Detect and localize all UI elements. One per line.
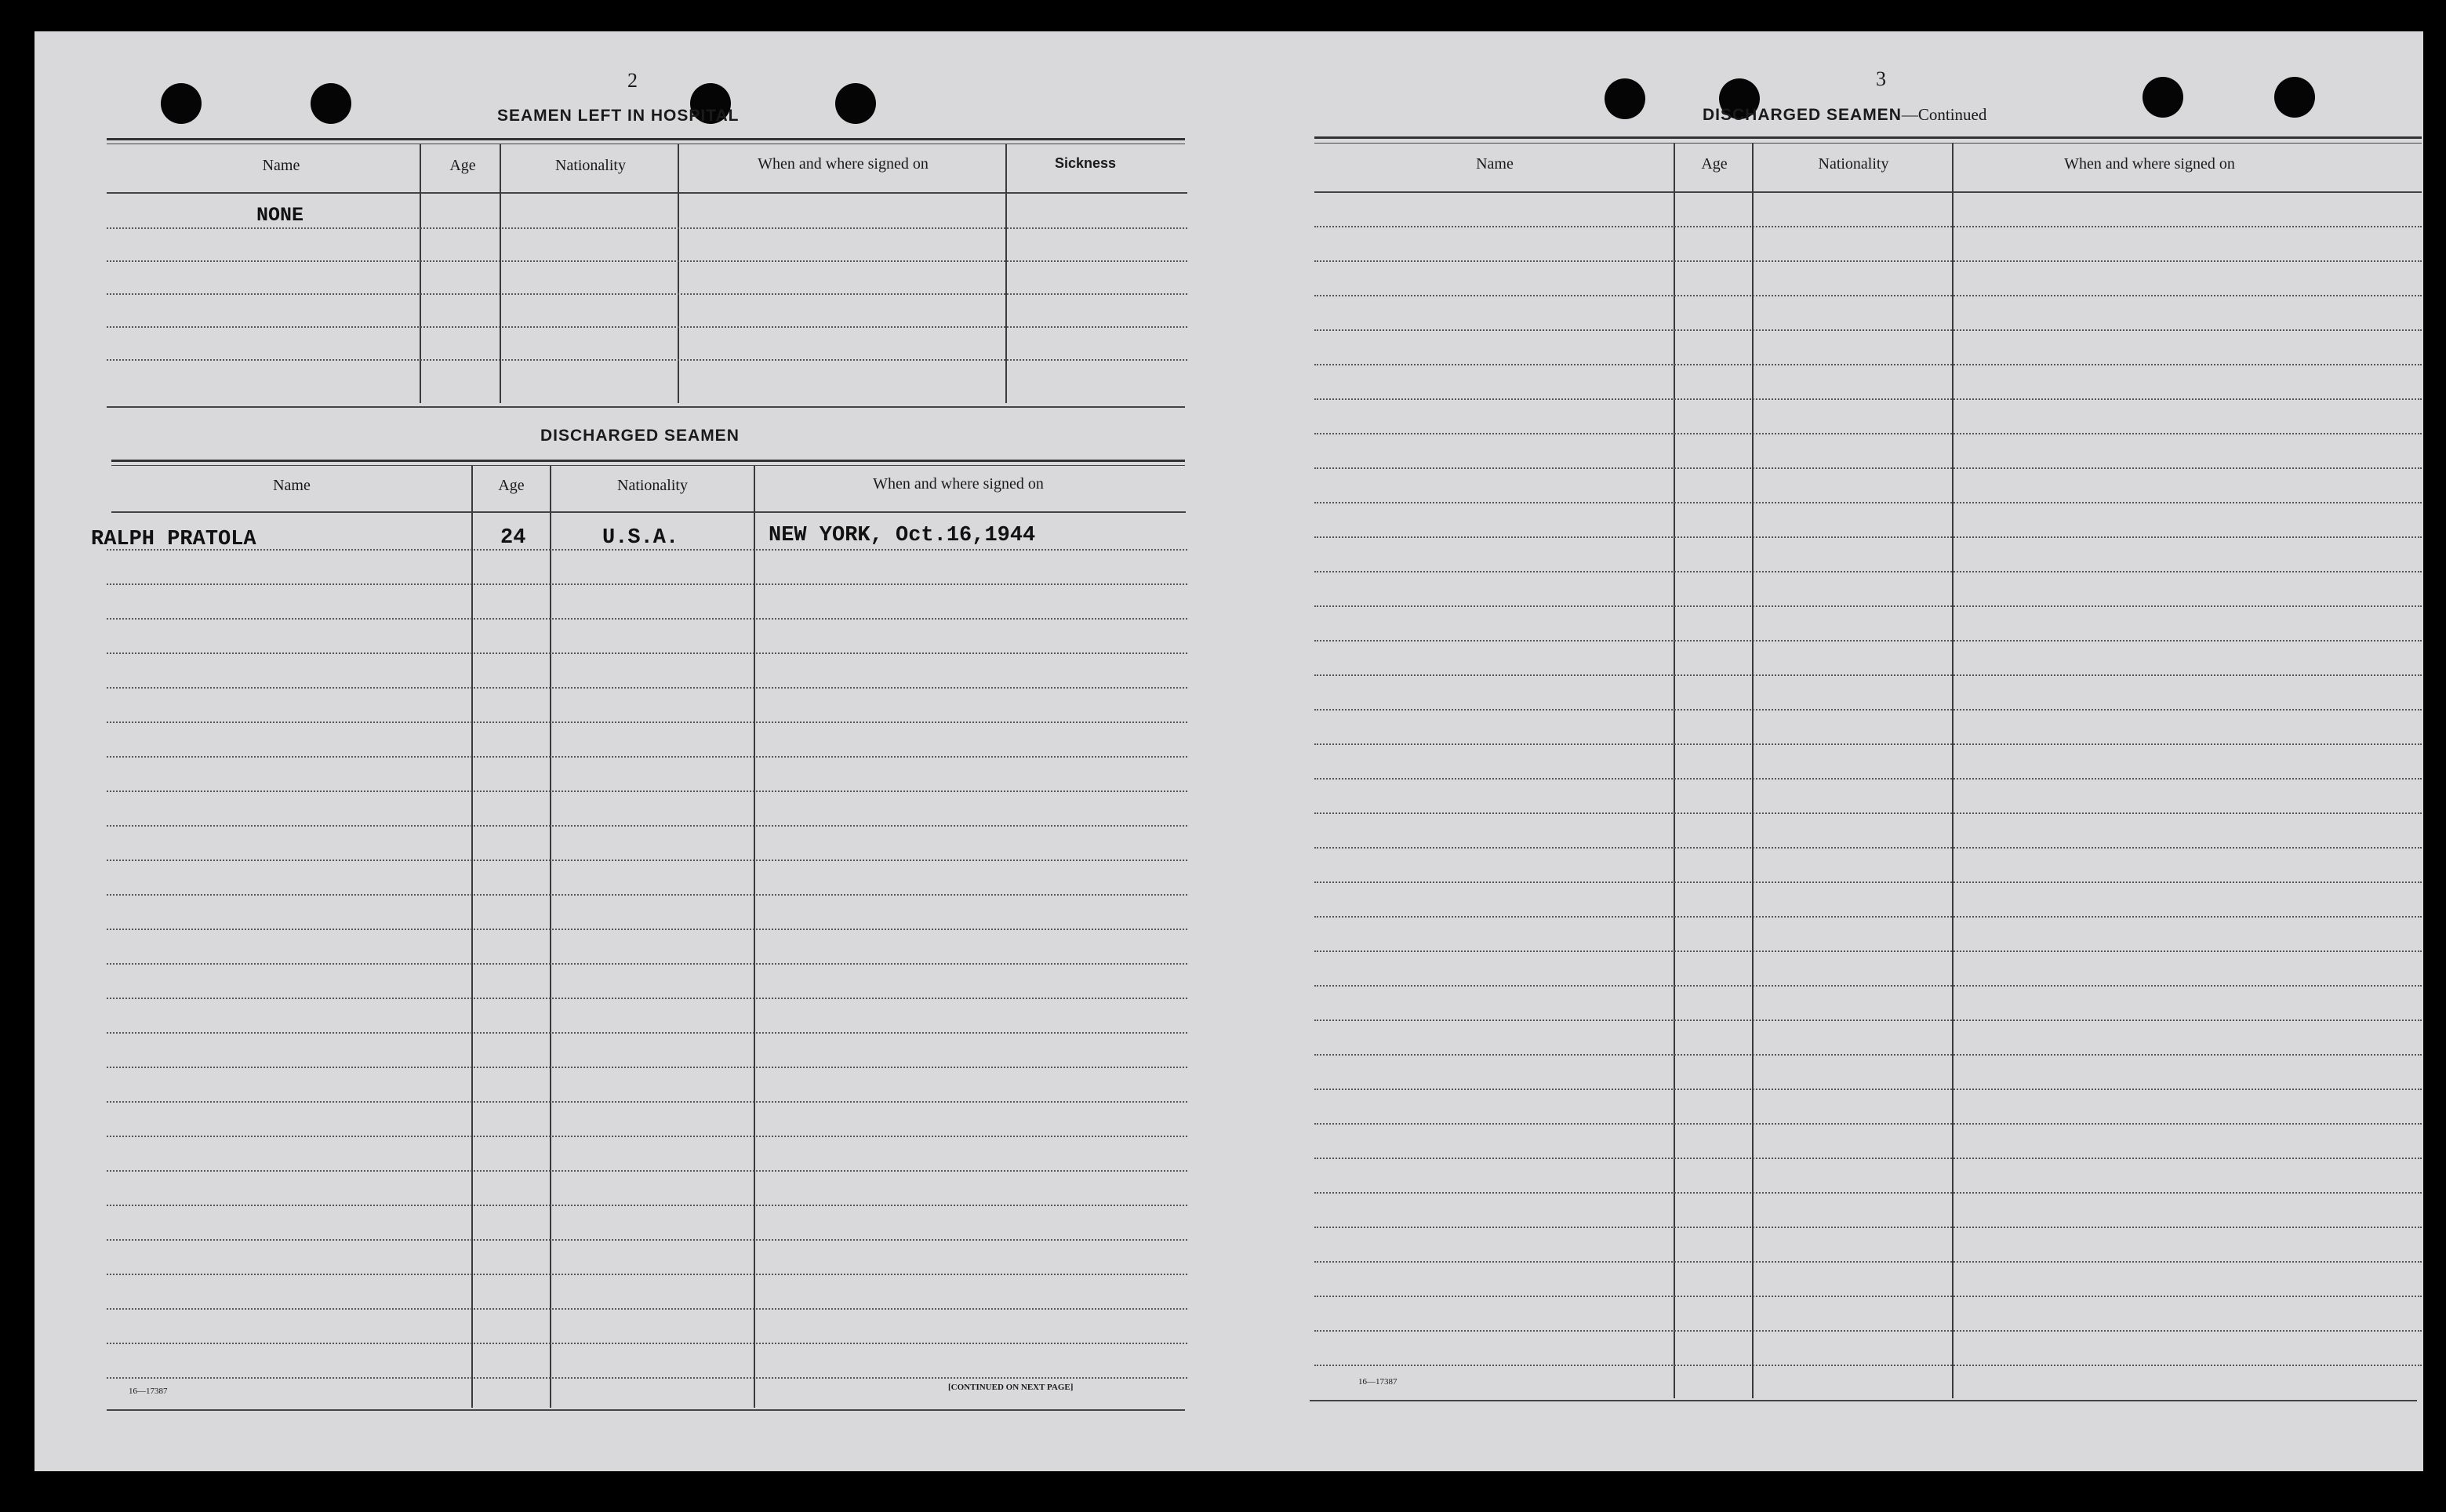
ruled-line: [107, 583, 1187, 585]
ruled-line: [107, 1205, 1187, 1206]
ruled-line: [107, 894, 1187, 896]
ruled-line: [1314, 329, 2422, 331]
binder-hole: [311, 83, 351, 124]
section-rule: [107, 406, 1185, 408]
column-divider: [500, 144, 501, 403]
section-title-hospital: SEAMEN LEFT IN HOSPITAL: [497, 107, 740, 125]
ruled-line: [1314, 433, 2422, 434]
entry-signed-on: NEW YORK, Oct.16,1944: [769, 524, 1036, 547]
column-divider: [754, 466, 755, 1408]
column-divider: [1674, 144, 1675, 1398]
header-rule: [111, 460, 1185, 462]
ruled-line: [1314, 1261, 2422, 1263]
ruled-line: [1314, 536, 2422, 538]
column-divider: [1752, 144, 1754, 1398]
column-header-sickness: Sickness: [1054, 155, 1117, 171]
ruled-line: [107, 860, 1187, 861]
binder-hole: [2274, 77, 2315, 118]
continued-note: [CONTINUED ON NEXT PAGE]: [948, 1383, 1074, 1392]
ruled-line: [1314, 1020, 2422, 1021]
column-divider: [1952, 144, 1954, 1398]
column-header-signed-on: When and where signed on: [758, 155, 929, 173]
entry-age: 24: [500, 526, 526, 550]
ruled-line: [107, 1308, 1187, 1310]
ruled-line: [107, 791, 1187, 792]
header-rule: [111, 465, 1185, 466]
ruled-line: [107, 293, 1187, 295]
column-header-nationality: Nationality: [1818, 155, 1889, 173]
entry-nationality: U.S.A.: [602, 526, 679, 550]
ruled-line: [1314, 812, 2422, 814]
page-number: 2: [627, 69, 638, 92]
ruled-line: [1314, 295, 2422, 296]
column-header-nationality: Nationality: [617, 477, 688, 494]
ruled-line: [107, 1274, 1187, 1275]
ruled-line: [1314, 1123, 2422, 1125]
ruled-line: [1314, 985, 2422, 987]
column-header-signed-on: When and where signed on: [873, 475, 1044, 492]
ruled-line: [107, 721, 1187, 723]
ruled-line: [1314, 1296, 2422, 1297]
ruled-line: [107, 1032, 1187, 1034]
ruled-line: [107, 756, 1187, 758]
ruled-line: [1314, 502, 2422, 503]
column-header-age: Age: [1701, 155, 1728, 173]
ruled-line: [1314, 467, 2422, 469]
ruled-line: [107, 227, 1187, 229]
column-header-name: Name: [273, 477, 311, 494]
ruled-line: [1314, 1365, 2422, 1366]
ruled-line: [1314, 950, 2422, 952]
column-divider: [550, 466, 551, 1408]
ruled-line: [1314, 1227, 2422, 1228]
ruled-line: [107, 359, 1187, 361]
header-underline: [111, 511, 1186, 513]
column-header-signed-on: When and where signed on: [2064, 155, 2235, 173]
binder-hole: [835, 83, 876, 124]
ruled-line: [107, 929, 1187, 930]
ruled-line: [1314, 1192, 2422, 1194]
ruled-line: [1314, 1158, 2422, 1159]
binder-hole: [161, 83, 202, 124]
ruled-line: [1314, 364, 2422, 365]
column-header-age: Age: [498, 477, 525, 494]
column-header-nationality: Nationality: [555, 157, 626, 174]
ruled-line: [107, 326, 1187, 328]
bottom-rule: [107, 1409, 1185, 1411]
ruled-line: [107, 652, 1187, 654]
ruled-line: [1314, 1330, 2422, 1332]
header-underline: [1314, 191, 2422, 193]
ruled-line: [107, 1136, 1187, 1137]
column-header-name: Name: [1476, 155, 1514, 173]
ruled-line: [107, 260, 1187, 262]
ruled-line: [107, 1239, 1187, 1241]
page-number: 3: [1876, 67, 1886, 90]
ruled-line: [107, 687, 1187, 689]
ruled-line: [1314, 571, 2422, 572]
ruled-line: [1314, 605, 2422, 607]
column-header-name: Name: [262, 157, 300, 174]
column-divider: [678, 144, 679, 403]
ruled-line: [107, 1377, 1187, 1379]
form-number: 16—17387: [1358, 1377, 1397, 1387]
ruled-line: [1314, 743, 2422, 745]
column-header-age: Age: [449, 157, 476, 174]
ruled-line: [1314, 916, 2422, 918]
title-text: DISCHARGED SEAMEN: [1703, 106, 1902, 124]
ruled-line: [1314, 398, 2422, 400]
ruled-line: [1314, 674, 2422, 676]
left-page: [35, 31, 1195, 1471]
ruled-line: [107, 1343, 1187, 1344]
ledger-sheet: [35, 31, 2423, 1471]
bottom-rule: [1310, 1400, 2417, 1401]
ruled-line: [107, 825, 1187, 827]
column-divider: [1005, 144, 1007, 403]
column-divider: [471, 466, 473, 1408]
ruled-line: [107, 963, 1187, 965]
right-page: [1234, 31, 2423, 1471]
title-suffix: —Continued: [1901, 105, 1987, 124]
header-underline: [107, 192, 1187, 194]
ruled-line: [107, 1067, 1187, 1068]
ruled-line: [1314, 881, 2422, 883]
section-title-discharged: DISCHARGED SEAMEN: [540, 427, 740, 445]
hospital-entry-name: NONE: [256, 204, 304, 227]
binder-hole: [1605, 78, 1645, 119]
ruled-line: [107, 618, 1187, 620]
section-title-discharged-continued: [1703, 105, 1986, 125]
binder-hole: [2143, 77, 2183, 118]
ruled-line: [107, 998, 1187, 999]
ruled-line: [107, 1101, 1187, 1103]
header-rule: [107, 138, 1185, 140]
ruled-line: [1314, 1054, 2422, 1056]
ruled-line: [1314, 260, 2422, 262]
header-rule: [1314, 143, 2422, 144]
ruled-line: [1314, 847, 2422, 849]
header-rule: [1314, 136, 2422, 139]
ruled-line: [1314, 640, 2422, 642]
ruled-line: [1314, 709, 2422, 711]
ruled-line: [107, 1170, 1187, 1172]
entry-name: RALPH PRATOLA: [91, 528, 256, 551]
column-divider: [420, 144, 421, 403]
ruled-line: [1314, 1089, 2422, 1090]
form-number: 16—17387: [129, 1387, 168, 1396]
ruled-line: [1314, 226, 2422, 227]
ruled-line: [1314, 778, 2422, 780]
